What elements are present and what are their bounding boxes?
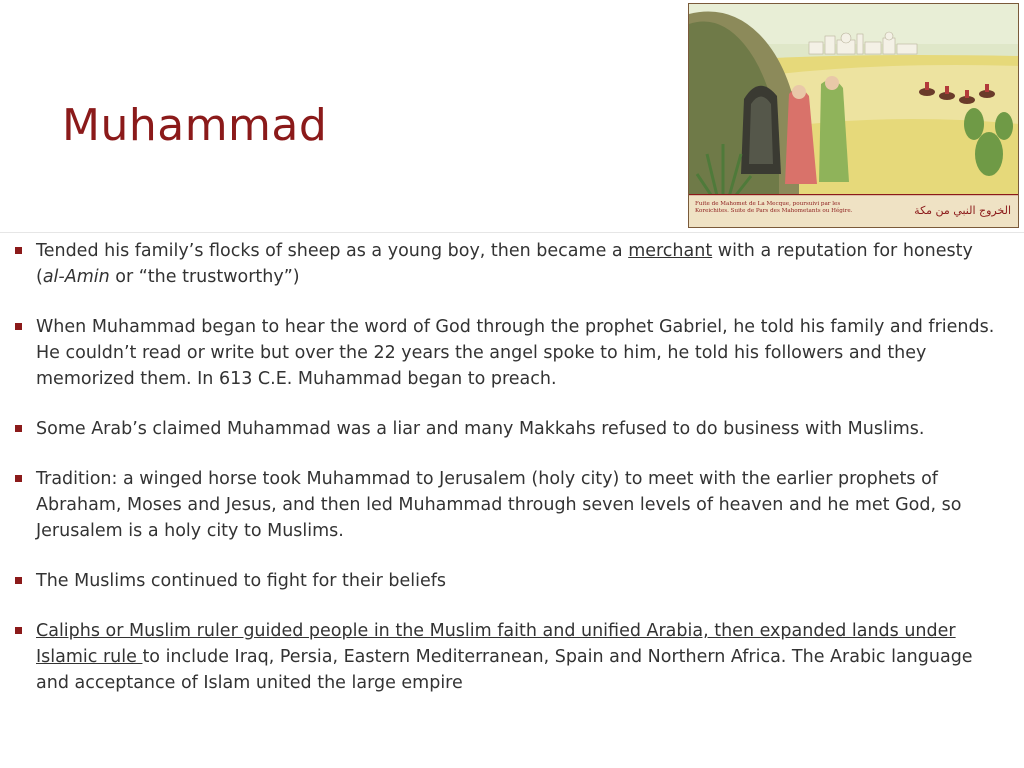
- bullet-list: [14, 238, 1004, 720]
- bullet-text: Tended his family’s flocks of sheep as a young boy, then became a: [36, 241, 629, 261]
- bullet-item: [14, 314, 1004, 392]
- illustration-muhammad-cave-icon: [689, 4, 1019, 228]
- bullet-text: The Muslims continued to fight for their beliefs: [36, 571, 447, 591]
- bullet-item: [14, 466, 1004, 544]
- bullet-text: Some Arab’s claimed Muhammad was a liar and many Makkahs refused to do business with Muslims.: [36, 419, 925, 439]
- bullet-square-icon: [15, 323, 22, 330]
- bullet-text: Tradition: a winged horse took Muhammad to Jerusalem (holy city) to meet with the earlier prophets of Abraham, Moses and Jesus, and then led Muhammad through seven levels of heaven and he met God, so Jerusalem is a holy city to Muslims.: [36, 469, 962, 541]
- bullet-text: or “the trustworthy”): [109, 267, 300, 287]
- bullet-square-icon: [15, 475, 22, 482]
- slide-title: Muhammad: [62, 100, 328, 151]
- bullet-text: with a reputation for honesty (: [36, 241, 973, 287]
- bullet-item: [14, 416, 1004, 442]
- bullet-item: [14, 238, 1004, 290]
- divider: [0, 232, 1024, 233]
- bullet-item: [14, 568, 1004, 594]
- bullet-square-icon: [15, 247, 22, 254]
- bullet-italic-term: al-Amin: [42, 267, 110, 287]
- bullet-text: to include Iraq, Persia, Eastern Mediterranean, Spain and Northern Africa. The Arabic language and acceptance of Islam united the large empire: [36, 647, 973, 693]
- bullet-square-icon: [15, 627, 22, 634]
- merchant-link[interactable]: merchant: [628, 241, 713, 261]
- bullet-text: When Muhammad began to hear the word of God through the prophet Gabriel, he told his family and friends. He couldn’t read or write but over the 22 years the angel spoke to him, he told his followers and they memorized them. In 613 C.E. Muhammad began to preach.: [36, 317, 995, 389]
- picture-caption-left: Fuite de Mahomet de La Mecque, poursuivi par les Koreichites. Suite de Pars des Mahometants ou Hégire.: [695, 201, 853, 214]
- bullet-square-icon: [15, 425, 22, 432]
- caliphs-link[interactable]: Caliphs or Muslim ruler guided people in the Muslim faith and unified Arabia, then expanded lands under Islamic rule: [36, 621, 956, 667]
- bullet-square-icon: [15, 577, 22, 584]
- bullet-item: [14, 618, 1004, 696]
- picture-caption-right: الخروج النبي من مكة: [914, 204, 1011, 217]
- illustration-image: [688, 3, 1019, 228]
